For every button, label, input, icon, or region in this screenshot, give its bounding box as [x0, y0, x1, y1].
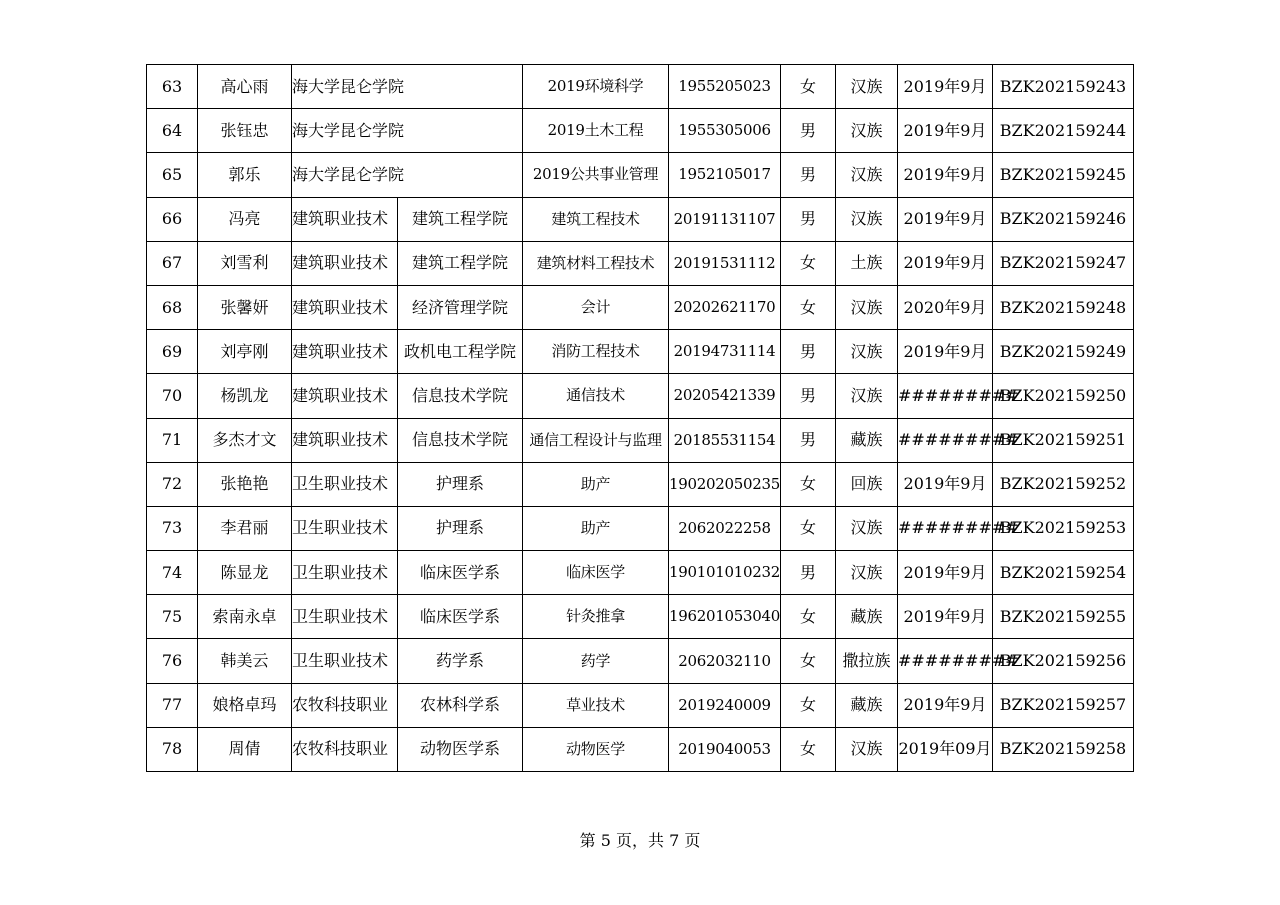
row-number-cell: 77 [147, 683, 198, 727]
row-number-cell: 64 [147, 109, 198, 153]
college-cell: 动物医学系 [398, 727, 523, 771]
gender-cell: 男 [781, 153, 836, 197]
enrollment-date-cell: 2019年9月 [898, 551, 993, 595]
roster-table [146, 64, 1134, 772]
student-id-cell: 196201053040 [669, 595, 781, 639]
certificate-code-cell: BZK202159254 [993, 551, 1134, 595]
ethnicity-cell: 汉族 [836, 727, 898, 771]
major-cell: 助产 [523, 462, 669, 506]
enrollment-date-cell: ######### [898, 418, 993, 462]
ethnicity-cell: 藏族 [836, 683, 898, 727]
student-name-cell: 陈显龙 [198, 551, 292, 595]
major-cell: 消防工程技术 [523, 330, 669, 374]
certificate-code-cell: BZK202159247 [993, 241, 1134, 285]
ethnicity-cell: 汉族 [836, 330, 898, 374]
row-number-cell: 76 [147, 639, 198, 683]
enrollment-date-cell: 2019年9月 [898, 197, 993, 241]
certificate-code-cell: BZK202159252 [993, 462, 1134, 506]
student-name-cell: 刘亭刚 [198, 330, 292, 374]
student-name-cell: 李君丽 [198, 506, 292, 550]
certificate-code-cell: BZK202159251 [993, 418, 1134, 462]
table-row [147, 418, 1134, 462]
certificate-code-cell: BZK202159249 [993, 330, 1134, 374]
school-cell: 建筑职业技术 [292, 285, 398, 329]
school-cell: 卫生职业技术 [292, 506, 398, 550]
certificate-code-cell: BZK202159248 [993, 285, 1134, 329]
student-id-cell: 1955305006 [669, 109, 781, 153]
gender-cell: 女 [781, 285, 836, 329]
gender-cell: 男 [781, 551, 836, 595]
school-cell: 农牧科技职业 [292, 683, 398, 727]
gender-cell: 女 [781, 65, 836, 109]
major-cell: 草业技术 [523, 683, 669, 727]
certificate-code-cell: BZK202159253 [993, 506, 1134, 550]
row-number-cell: 74 [147, 551, 198, 595]
ethnicity-cell: 汉族 [836, 109, 898, 153]
row-number-cell: 69 [147, 330, 198, 374]
certificate-code-cell: BZK202159257 [993, 683, 1134, 727]
certificate-code-cell: BZK202159246 [993, 197, 1134, 241]
enrollment-date-cell: ######### [898, 374, 993, 418]
ethnicity-cell: 土族 [836, 241, 898, 285]
gender-cell: 女 [781, 462, 836, 506]
major-cell: 通信技术 [523, 374, 669, 418]
enrollment-date-cell: 2019年9月 [898, 109, 993, 153]
ethnicity-cell: 藏族 [836, 595, 898, 639]
ethnicity-cell: 汉族 [836, 197, 898, 241]
student-id-cell: 20205421339 [669, 374, 781, 418]
student-id-cell: 2019240009 [669, 683, 781, 727]
gender-cell: 男 [781, 197, 836, 241]
ethnicity-cell: 藏族 [836, 418, 898, 462]
major-cell: 通信工程设计与监理 [523, 418, 669, 462]
certificate-code-cell: BZK202159250 [993, 374, 1134, 418]
table-row [147, 153, 1134, 197]
enrollment-date-cell: ######### [898, 506, 993, 550]
school-cell: 海大学昆仑学院 [292, 65, 398, 109]
student-name-cell: 杨凯龙 [198, 374, 292, 418]
enrollment-date-cell: 2019年9月 [898, 683, 993, 727]
ethnicity-cell: 汉族 [836, 65, 898, 109]
certificate-code-cell: BZK202159256 [993, 639, 1134, 683]
student-id-cell: 1952105017 [669, 153, 781, 197]
student-name-cell: 索南永卓 [198, 595, 292, 639]
table-row [147, 109, 1134, 153]
student-name-cell: 冯亮 [198, 197, 292, 241]
college-cell: 护理系 [398, 462, 523, 506]
ethnicity-cell: 撒拉族 [836, 639, 898, 683]
major-cell: 2019公共事业管理 [523, 153, 669, 197]
row-number-cell: 67 [147, 241, 198, 285]
table-row [147, 374, 1134, 418]
gender-cell: 女 [781, 639, 836, 683]
enrollment-date-cell: 2019年09月 [898, 727, 993, 771]
college-cell: 农林科学系 [398, 683, 523, 727]
table-row [147, 727, 1134, 771]
student-id-cell: 2062022258 [669, 506, 781, 550]
enrollment-date-cell: 2019年9月 [898, 330, 993, 374]
school-cell: 卫生职业技术 [292, 595, 398, 639]
row-number-cell: 75 [147, 595, 198, 639]
enrollment-date-cell: 2019年9月 [898, 65, 993, 109]
table-row [147, 595, 1134, 639]
table-row [147, 506, 1134, 550]
enrollment-date-cell: 2020年9月 [898, 285, 993, 329]
row-number-cell: 63 [147, 65, 198, 109]
student-id-cell: 2019040053 [669, 727, 781, 771]
ethnicity-cell: 汉族 [836, 374, 898, 418]
enrollment-date-cell: 2019年9月 [898, 153, 993, 197]
school-cell: 建筑职业技术 [292, 330, 398, 374]
gender-cell: 女 [781, 727, 836, 771]
certificate-code-cell: BZK202159255 [993, 595, 1134, 639]
college-cell: 建筑工程学院 [398, 241, 523, 285]
certificate-code-cell: BZK202159243 [993, 65, 1134, 109]
major-cell: 助产 [523, 506, 669, 550]
school-cell: 建筑职业技术 [292, 197, 398, 241]
major-cell: 针灸推拿 [523, 595, 669, 639]
college-cell: 建筑工程学院 [398, 197, 523, 241]
student-name-cell: 高心雨 [198, 65, 292, 109]
certificate-code-cell: BZK202159258 [993, 727, 1134, 771]
gender-cell: 女 [781, 683, 836, 727]
major-cell: 2019土木工程 [523, 109, 669, 153]
student-name-cell: 张馨妍 [198, 285, 292, 329]
gender-cell: 女 [781, 241, 836, 285]
student-name-cell: 郭乐 [198, 153, 292, 197]
student-id-cell: 190202050235 [669, 462, 781, 506]
gender-cell: 女 [781, 595, 836, 639]
table-row [147, 683, 1134, 727]
school-cell: 海大学昆仑学院 [292, 153, 398, 197]
school-cell: 卫生职业技术 [292, 462, 398, 506]
college-cell [398, 65, 523, 109]
table-row [147, 65, 1134, 109]
ethnicity-cell: 汉族 [836, 506, 898, 550]
school-cell: 卫生职业技术 [292, 639, 398, 683]
table-row [147, 241, 1134, 285]
major-cell: 动物医学 [523, 727, 669, 771]
row-number-cell: 73 [147, 506, 198, 550]
student-id-cell: 20191131107 [669, 197, 781, 241]
major-cell: 临床医学 [523, 551, 669, 595]
table-row [147, 330, 1134, 374]
college-cell: 临床医学系 [398, 551, 523, 595]
college-cell: 药学系 [398, 639, 523, 683]
major-cell: 建筑工程技术 [523, 197, 669, 241]
table-row [147, 285, 1134, 329]
table-row [147, 551, 1134, 595]
student-name-cell: 韩美云 [198, 639, 292, 683]
certificate-code-cell: BZK202159244 [993, 109, 1134, 153]
student-name-cell: 周倩 [198, 727, 292, 771]
gender-cell: 男 [781, 109, 836, 153]
ethnicity-cell: 汉族 [836, 285, 898, 329]
major-cell: 2019环境科学 [523, 65, 669, 109]
major-cell: 会计 [523, 285, 669, 329]
row-number-cell: 66 [147, 197, 198, 241]
gender-cell: 女 [781, 506, 836, 550]
roster-body [147, 65, 1134, 772]
college-cell: 临床医学系 [398, 595, 523, 639]
college-cell: 信息技术学院 [398, 418, 523, 462]
college-cell [398, 109, 523, 153]
student-name-cell: 张钰忠 [198, 109, 292, 153]
student-id-cell: 2062032110 [669, 639, 781, 683]
ethnicity-cell: 汉族 [836, 551, 898, 595]
row-number-cell: 78 [147, 727, 198, 771]
gender-cell: 男 [781, 374, 836, 418]
ethnicity-cell: 回族 [836, 462, 898, 506]
school-cell: 建筑职业技术 [292, 374, 398, 418]
table-row [147, 462, 1134, 506]
school-cell: 卫生职业技术 [292, 551, 398, 595]
student-id-cell: 20194731114 [669, 330, 781, 374]
row-number-cell: 65 [147, 153, 198, 197]
student-id-cell: 20191531112 [669, 241, 781, 285]
table-row [147, 639, 1134, 683]
student-name-cell: 娘格卓玛 [198, 683, 292, 727]
student-name-cell: 多杰才文 [198, 418, 292, 462]
row-number-cell: 71 [147, 418, 198, 462]
student-id-cell: 190101010232 [669, 551, 781, 595]
major-cell: 药学 [523, 639, 669, 683]
student-id-cell: 1955205023 [669, 65, 781, 109]
table-row [147, 197, 1134, 241]
ethnicity-cell: 汉族 [836, 153, 898, 197]
college-cell: 政机电工程学院 [398, 330, 523, 374]
enrollment-date-cell: 2019年9月 [898, 595, 993, 639]
college-cell: 护理系 [398, 506, 523, 550]
major-cell: 建筑材料工程技术 [523, 241, 669, 285]
student-name-cell: 刘雪利 [198, 241, 292, 285]
college-cell [398, 153, 523, 197]
college-cell: 信息技术学院 [398, 374, 523, 418]
enrollment-date-cell: 2019年9月 [898, 241, 993, 285]
college-cell: 经济管理学院 [398, 285, 523, 329]
student-id-cell: 20185531154 [669, 418, 781, 462]
student-name-cell: 张艳艳 [198, 462, 292, 506]
school-cell: 海大学昆仑学院 [292, 109, 398, 153]
school-cell: 农牧科技职业 [292, 727, 398, 771]
certificate-code-cell: BZK202159245 [993, 153, 1134, 197]
gender-cell: 男 [781, 330, 836, 374]
school-cell: 建筑职业技术 [292, 418, 398, 462]
page-number: 第 5 页，共 7 页 [579, 831, 701, 850]
school-cell: 建筑职业技术 [292, 241, 398, 285]
row-number-cell: 68 [147, 285, 198, 329]
row-number-cell: 70 [147, 374, 198, 418]
enrollment-date-cell: ######### [898, 639, 993, 683]
enrollment-date-cell: 2019年9月 [898, 462, 993, 506]
row-number-cell: 72 [147, 462, 198, 506]
student-id-cell: 20202621170 [669, 285, 781, 329]
gender-cell: 男 [781, 418, 836, 462]
